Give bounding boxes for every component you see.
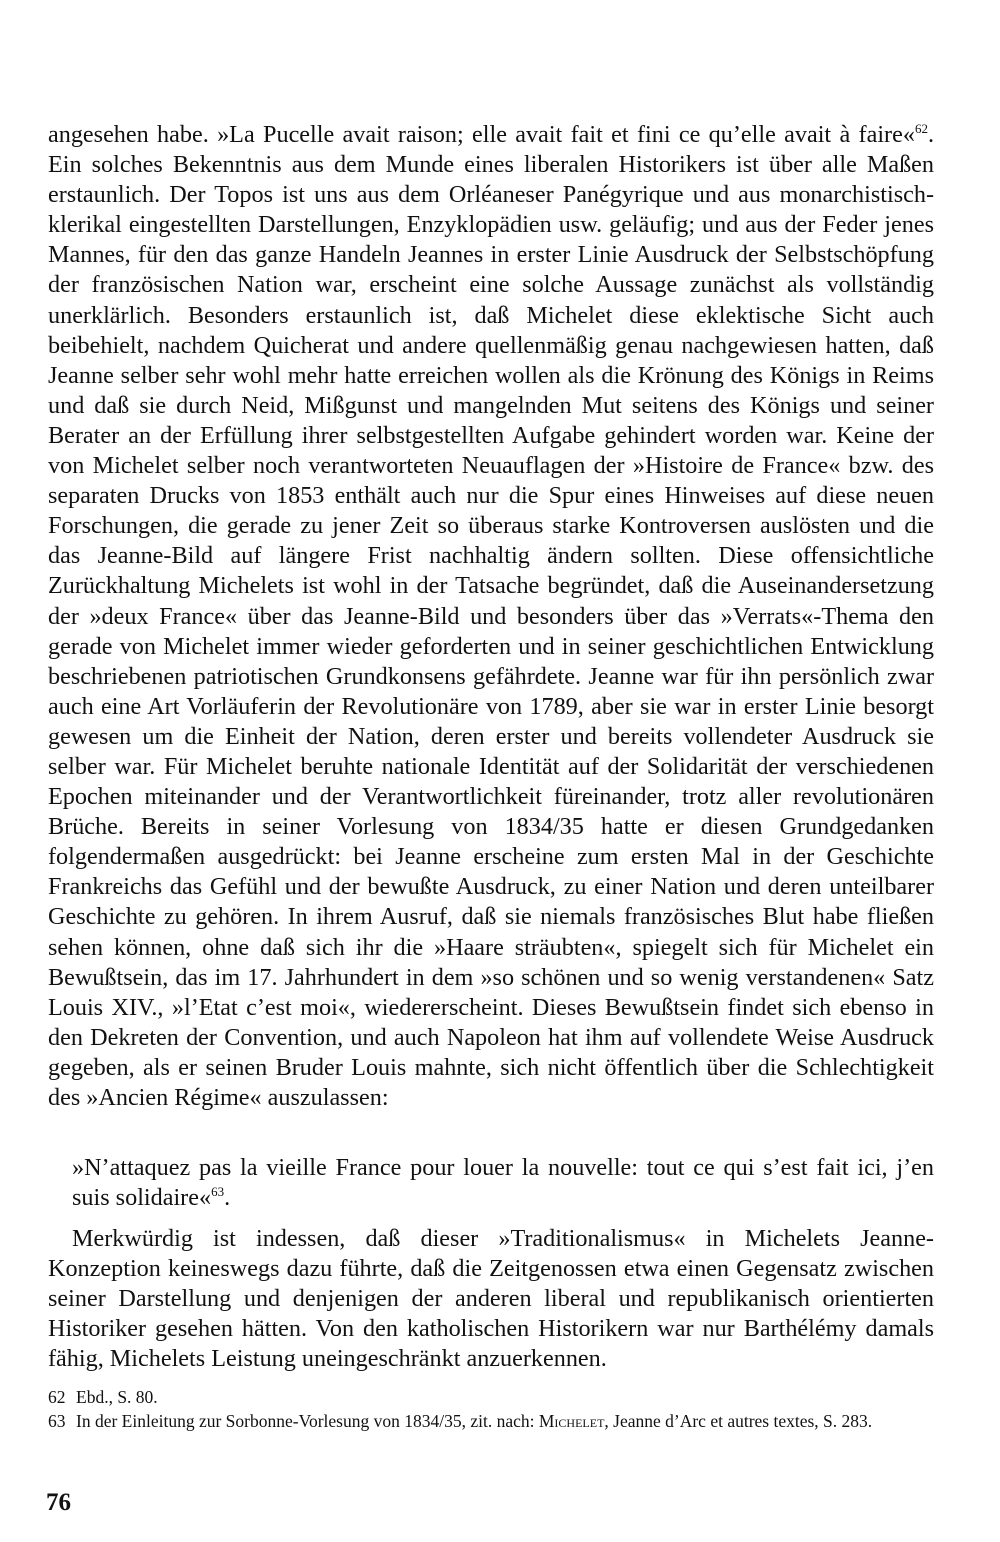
- footnote-text: [76, 1410, 934, 1432]
- block-quote: [72, 1153, 934, 1213]
- paragraph-text-continued: . Ein solches Bekenntnis aus dem Munde eines liberalen Historikers ist über alle Maßen erstaunlich. Der Topos ist uns aus dem Orléaneser Panégyrique und aus monarchistisch-klerikal eingestellten Darstellungen, Enzyklopädien usw. geläufig; und aus der Feder jenes Mannes, für den das ganze Handeln Jeannes in erster Linie Ausdruck der Selbstschöpfung der französischen Nation war, erscheint eine solche Aussage zunächst als vollständig unerklärlich. Besonders erstaunlich ist, daß Michelet diese eklektische Sicht auch beibehielt, nachdem Quicherat und andere quellenmäßig genau nachgewiesen hatten, daß Jeanne selber sehr wohl mehr hatte erreichen wollen als die Krönung des Königs in Reims und daß sie durch Neid, Mißgunst und mangelnden Mut seitens des Königs und seiner Berater an der Erfüllung ihrer selbstgestellten Aufgabe gehindert worden war. Keine der von Michelet selber noch verantworteten Neuauflagen der »Histoire de France« bzw. des separaten Drucks von 1853 enthält auch nur die Spur eines Hinweises auf diese neuen Forschungen, die gerade zu jener Zeit so überaus starke Kontroversen auslösten und die das Jeanne-Bild auf längere Frist nachhaltig ändern sollten. Diese offensichtliche Zurückhaltung Michelets ist wohl in der Tatsache begründet, daß die Auseinandersetzung der »deux France« über das Jeanne-Bild und besonders über das »Verrats«-Thema den gerade von Michelet immer wieder geforderten und in seiner geschichtlichen Entwicklung beschriebenen patriotischen Grundkonsens gefährdete. Jeanne war für ihn persönlich zwar auch eine Art Vorläuferin der Revolutionäre von 1789, aber sie war in erster Linie besorgt gewesen um die Einheit der Nation, deren erster und bereits vollendeter Ausdruck sie selber war. Für Michelet beruhte nationale Identität auf der Solidarität der verschiedenen Epochen miteinander und der Verantwortlichkeit füreinander, trotz aller revolutionären Brüche. Bereits in seiner Vorlesung von 1834/35 hatte er diesen Grundgedanken folgendermaßen ausgedrückt: bei Jeanne erscheine zum ersten Mal in der Geschichte Frankreichs das Gefühl und der bewußte Ausdruck, zu einer Nation und deren unteilbarer Geschichte zu gehören. In ihrem Ausruf, daß sie niemals französisches Blut habe fließen sehen können, ohne daß sich ihr die »Haare sträubten«, spiegelt sich für Michelet ein Bewußtsein, das im 17. Jahrhundert in dem »so schönen und so wenig verstandenen« Satz Louis XIV., »l’Etat c’est moi«, wiedererscheint. Dieses Bewußtsein findet sich ebenso in den Dekreten der Convention, und auch Napoleon hat ihm auf vollendete Weise Ausdruck gegeben, als er seinen Bruder Louis mahnte, sich nicht öffentlich über die Schlechtigkeit des »Ancien Régime« auszulassen:: [48, 121, 934, 1111]
- footnote-text-part: In der Einleitung zur Sorbonne-Vorlesung von 1834/35, zit. nach:: [76, 1411, 539, 1431]
- footnote-text-part: Ebd., S. 80.: [76, 1387, 158, 1407]
- footnote-reference-62: 62: [914, 120, 928, 136]
- quote-text: »N’attaquez pas la vieille France pour louer la nouvelle: tout ce qui s’est fait ici, j’en suis solidaire«: [72, 1154, 934, 1212]
- footnotes-section: [48, 1386, 934, 1434]
- page-number: 76: [46, 1489, 71, 1516]
- footnote-number: 63: [48, 1411, 66, 1431]
- footnote-text: [76, 1386, 934, 1408]
- quote-end: .: [224, 1184, 231, 1212]
- footnote-62: [48, 1386, 934, 1408]
- footnote-63: [48, 1410, 934, 1432]
- footnote-reference-63: 63: [211, 1184, 225, 1200]
- second-paragraph: Merkwürdig ist indessen, daß dieser »Traditionalismus« in Michelets Jeanne-Konzeption keineswegs dazu führte, daß die Zeitgenossen etwa einen Gegensatz zwischen seiner Darstellung und denjenigen der anderen liberal und republikanisch orientierten Historiker gesehen hätten. Von den katholischen Historikern war nur Barthélémy damals fähig, Michelets Leistung uneingeschränkt anzuerkennen.: [48, 1225, 934, 1373]
- paragraph-text-start: angesehen habe. »La Pucelle avait raison; elle avait fait et fini ce qu’elle avait à faire«: [48, 121, 915, 148]
- footnote-number: 62: [48, 1387, 66, 1407]
- main-paragraph: [48, 120, 934, 1113]
- footnote-text-part: , Jeanne d’Arc et autres textes, S. 283.: [604, 1411, 873, 1431]
- footnote-author: Michelet: [538, 1411, 605, 1431]
